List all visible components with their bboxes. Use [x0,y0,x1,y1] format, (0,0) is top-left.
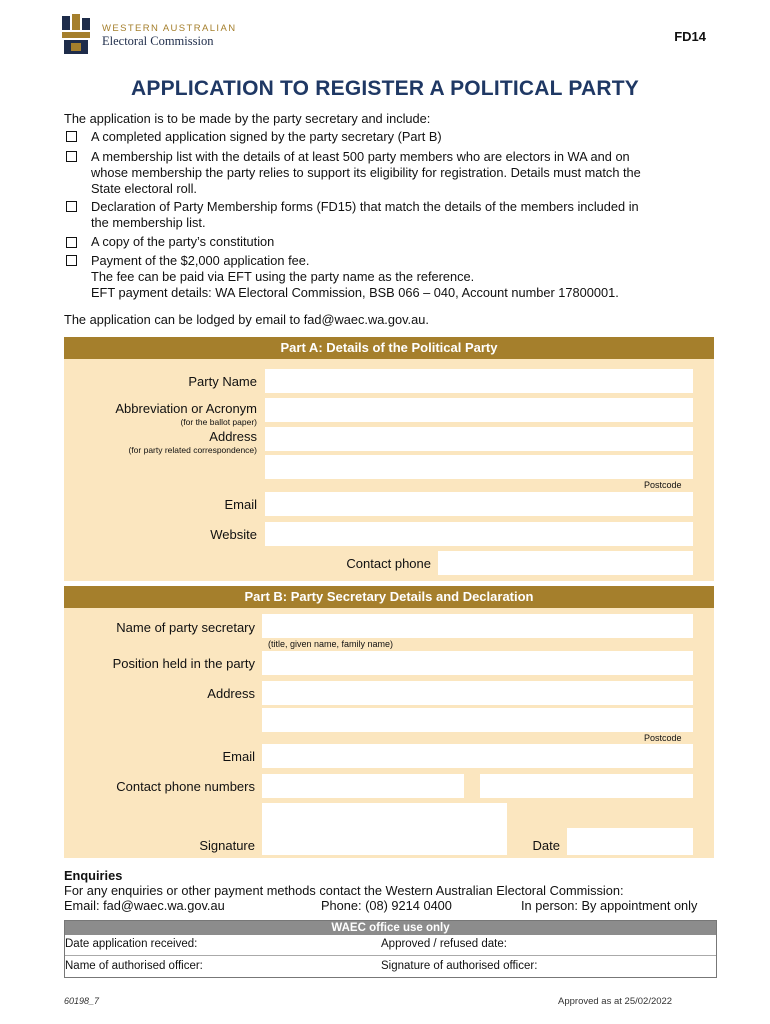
secretary-address-field-2[interactable] [262,708,693,732]
checklist-item-1: A completed application signed by the party secretary (Part B) [91,129,442,144]
position-label: Position held in the party [112,656,255,671]
party-address-note: (for party related correspondence) [128,445,257,455]
secretary-name-note: (title, given name, family name) [268,639,394,649]
secretary-name-label: Name of party secretary [116,620,255,635]
lodge-text: The application can be lodged by email to fad@waec.wa.gov.au. [64,312,429,327]
secretary-email-label: Email [222,749,255,764]
date-field[interactable] [567,828,693,855]
document-id: 60198_7 [64,996,100,1006]
checklist-item-2: A membership list with the details of at least 500 party members who are electors in WA and on whose membership the party relies to support its eligibility for registration. Details must match the State electoral roll. [91,149,641,196]
checklist-item-5: Payment of the $2,000 application fee. The fee can be paid via EFT using the party name as the reference. EFT payment details: WA Electoral Commission, BSB 066 – 040, Account number 17800001. [91,253,619,300]
checklist-item-4: A copy of the party’s constitution [91,234,275,249]
page-title: APPLICATION TO REGISTER A POLITICAL PARTY [131,77,639,100]
signature-label: Signature [199,838,255,853]
party-email-field[interactable] [265,492,693,516]
logo-text-line2: Electoral Commission [102,34,214,48]
enquiries-email: Email: fad@waec.wa.gov.au [64,898,225,913]
party-name-label: Party Name [188,374,257,389]
abbreviation-note: (for the ballot paper) [180,417,257,427]
logo-text-line1: WESTERN AUSTRALIAN [102,23,237,34]
secretary-postcode-label: Postcode [644,733,682,743]
contact-phone-field-1[interactable] [262,774,464,798]
checkbox-completed-application[interactable] [66,131,77,142]
form-code: FD14 [674,29,706,44]
party-website-field[interactable] [265,522,693,546]
enquiries-text: For any enquiries or other payment methods contact the Western Australian Electoral Commission: [64,883,624,898]
position-field[interactable] [262,651,693,675]
officer-name-label: Name of authorised officer: [65,960,203,972]
abbreviation-label: Abbreviation or Acronym [115,401,257,416]
officer-signature-label: Signature of authorised officer: [381,960,538,972]
abbreviation-field[interactable] [265,398,693,422]
secretary-address-label: Address [207,686,255,701]
checklist-item-3: Declaration of Party Membership forms (FD15) that match the details of the members included in the membership list. [91,199,639,230]
checkbox-declaration-forms[interactable] [66,201,77,212]
party-postcode-label: Postcode [644,480,682,490]
part-b-heading: Part B: Party Secretary Details and Declaration [64,586,714,608]
party-address-field-1[interactable] [265,427,693,451]
office-use-heading: WAEC office use only [65,921,716,935]
party-email-label: Email [224,497,257,512]
office-row-divider [65,955,716,956]
contact-phone-field-2[interactable] [480,774,693,798]
office-use-box [64,920,717,978]
contact-phones-label: Contact phone numbers [116,779,255,794]
party-contact-phone-field[interactable] [438,551,693,575]
approval-date: Approved as at 25/02/2022 [558,996,673,1007]
waec-logo-icon [62,14,90,56]
checkbox-payment[interactable] [66,255,77,266]
party-name-field[interactable] [265,369,693,393]
party-website-label: Website [210,527,257,542]
secretary-email-field[interactable] [262,744,693,768]
party-address-label: Address [209,429,257,444]
checkbox-membership-list[interactable] [66,151,77,162]
secretary-address-field-1[interactable] [262,681,693,705]
approved-date-label: Approved / refused date: [381,938,507,950]
checkbox-constitution[interactable] [66,237,77,248]
secretary-name-field[interactable] [262,614,693,638]
signature-field[interactable] [262,803,507,855]
date-label: Date [532,838,560,853]
date-received-label: Date application received: [65,938,198,950]
party-address-field-2[interactable] [265,455,693,479]
enquiries-phone: Phone: (08) 9214 0400 [321,898,452,913]
intro-text: The application is to be made by the party secretary and include: [64,111,431,126]
part-a-heading: Part A: Details of the Political Party [64,337,714,359]
enquiries-in-person: In person: By appointment only [521,898,698,913]
enquiries-heading: Enquiries [64,868,123,883]
party-contact-phone-label: Contact phone [346,556,431,571]
